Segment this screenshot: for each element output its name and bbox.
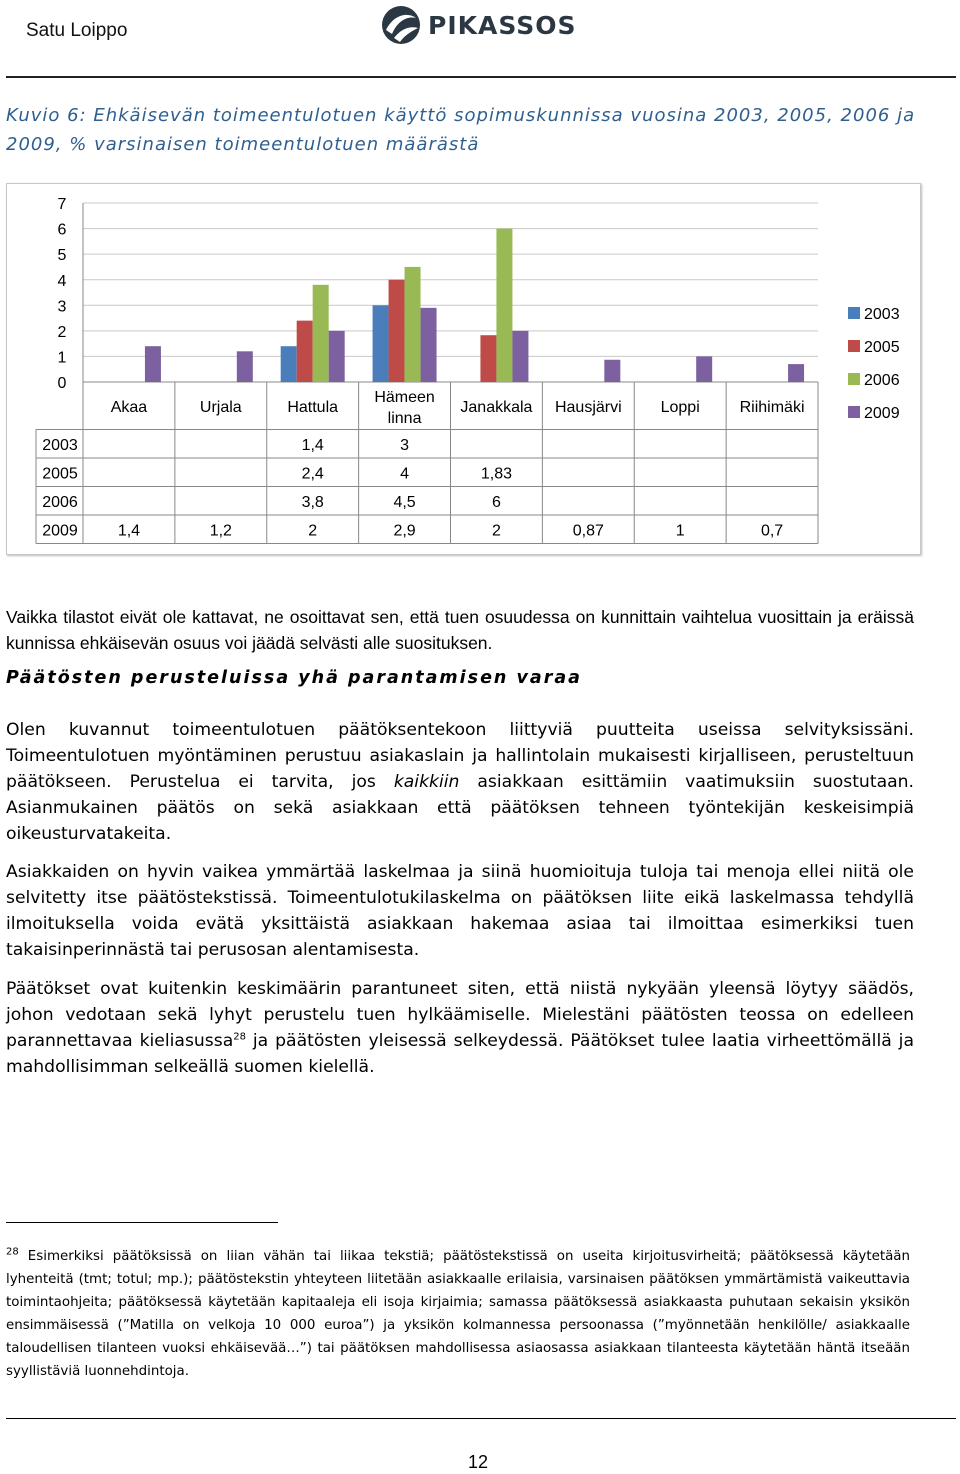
header-rule xyxy=(6,76,956,78)
bar xyxy=(604,360,620,382)
y-tick-label: 0 xyxy=(57,375,67,393)
paragraph-4 xyxy=(6,976,914,1080)
logo-mark-icon xyxy=(380,4,422,46)
bar xyxy=(512,331,528,382)
footnote xyxy=(6,1245,910,1383)
paragraph-3: Asiakkaiden on hyvin vaikea ymmärtää laskelmaa ja siinä huomioituja tuloja tai menoja ellei niitä ole selvitetty itse päätöstekstissä. Toimeentulotukilaskelma on päätöksen liite eikä laskelmassa tehdyllä ilmoituksella voida evätä yksittäistä asiakkaan hakemaa asiaa tai ilmoittaa esimerkiksi tuen takaisinperinnästä tai perusosan alentamisesta. xyxy=(6,862,914,960)
table-cell: 2 xyxy=(308,522,318,540)
legend-swatch xyxy=(848,406,860,418)
category-label: Urjala xyxy=(199,399,242,416)
paragraph-4-part-b: ja päätösten yleisessä selkeydessä. Päätökset tulee laatia virheettömällä ja mahdollisimman selkeällä suomen kielellä. xyxy=(6,1031,914,1077)
paragraph-4-part-a: Päätökset ovat kuitenkin keskimäärin parantuneet siten, että niistä nykyään yleensä löytyy säädös, johon vedotaan sekä lyhyt perustelu tuen hylkäämiselle. Mielestäni päätösten teossa on edelleen parannettavaa kieliasussa xyxy=(6,979,914,1051)
table-year-label: 2005 xyxy=(42,465,78,483)
table-year-label: 2003 xyxy=(42,436,78,454)
paragraph-1: Vaikka tilastot eivät ole kattavat, ne osoittavat sen, että tuen osuudessa on kunnittain vaihtelua vuosittain ja eräissä kunnissa ehkäisevän osuus voi jäädä selvästi alle suosituksen. xyxy=(6,607,914,653)
category-label: Hausjärvi xyxy=(554,399,622,416)
page-number: 12 xyxy=(468,1452,489,1472)
category-label: linna xyxy=(387,410,422,427)
category-label: Hämeen xyxy=(374,389,435,406)
bar xyxy=(696,356,712,382)
table-cell: 3,8 xyxy=(301,493,324,511)
category-label: Janakkala xyxy=(460,399,533,416)
bar xyxy=(313,285,329,382)
footnote-number: 28 xyxy=(6,1246,19,1258)
category-label: Akaa xyxy=(110,399,148,416)
bar xyxy=(389,280,405,382)
footnote-reference[interactable]: 28 xyxy=(233,1031,246,1043)
table-cell: 1,83 xyxy=(480,465,513,483)
legend-swatch xyxy=(848,340,860,352)
table-year-label: 2009 xyxy=(42,522,78,540)
bar xyxy=(145,346,161,382)
table-cell: 1,2 xyxy=(209,522,232,540)
paragraph-2-part-b: asiakkaan esittämiin vaatimuksiin suostutaan. Asianmukainen päätös on sekä asiakkaan että päätöksen tehneen työntekijän keskeisimpiä oikeusturvatakeita. xyxy=(6,772,914,844)
pikassos-logo xyxy=(380,2,577,48)
bar xyxy=(373,305,389,382)
legend-label: 2009 xyxy=(864,405,900,422)
table-cell: 6 xyxy=(491,493,501,511)
bar-chart xyxy=(6,183,921,555)
category-label: Hattula xyxy=(287,399,339,416)
bar xyxy=(480,335,496,382)
table-cell: 1 xyxy=(675,522,685,540)
bar xyxy=(496,229,512,382)
table-cell: 2,9 xyxy=(393,522,416,540)
paragraph-2-part-a: Olen kuvannut toimeentulotuen päätöksentekoon liittyviä puutteita useissa selvityksissäni. Toimeentulotuen myöntäminen perustuu asiakaslain ja hallintolain mukaisesti kirjalliseen, perusteltuun päätökseen. Perustelua ei tarvita, jos xyxy=(6,720,914,792)
table-cell: 0,87 xyxy=(572,522,604,540)
y-tick-label: 1 xyxy=(57,349,67,367)
y-tick-label: 7 xyxy=(57,196,67,213)
paragraph-2-emphasis: kaikkiin xyxy=(393,772,460,792)
table-cell: 2,4 xyxy=(301,465,324,483)
category-label: Riihimäki xyxy=(739,399,805,416)
bar xyxy=(281,346,297,382)
bar xyxy=(297,321,313,382)
table-year-label: 2006 xyxy=(42,493,78,511)
bar xyxy=(421,308,437,382)
y-tick-label: 4 xyxy=(57,272,67,290)
legend-swatch xyxy=(848,307,860,319)
legend-label: 2006 xyxy=(864,372,900,389)
table-cell: 0,7 xyxy=(760,522,784,540)
table-cell: 3 xyxy=(400,436,410,454)
table-cell: 4,5 xyxy=(393,493,416,511)
bar xyxy=(788,364,804,382)
legend-label: 2003 xyxy=(864,306,900,323)
y-tick-label: 3 xyxy=(57,298,67,316)
y-tick-label: 2 xyxy=(57,324,67,341)
logo-text: PIKASSOS xyxy=(428,10,577,40)
table-cell: 2 xyxy=(491,522,501,540)
legend-label: 2005 xyxy=(864,339,900,356)
bar xyxy=(237,351,253,382)
table-cell: 1,4 xyxy=(117,522,141,540)
figure-caption: Kuvio 6: Ehkäisevän toimeentulotuen käyttö sopimuskunnissa vuosina 2003, 2005, 2006 ja 2009, % varsinaisen toimeentulotuen määrästä xyxy=(6,105,916,155)
legend-swatch xyxy=(848,373,860,385)
paragraph-2 xyxy=(6,717,914,847)
footer-rule xyxy=(6,1418,956,1419)
section-title: Päätösten perusteluissa yhä parantamisen varaa xyxy=(6,668,582,688)
bar xyxy=(329,331,345,382)
footnote-text: Esimerkiksi päätöksissä on liian vähän tai liikaa tekstiä; päätöstekstissä on useita kirjoitusvirheitä; päätöksessä käytetään lyhenteitä (tmt; totul; mp.); päätöstekstin yhteyteen liitetään asiakkaalle erilaisia, varsinaisen päätöksen ymmärtämistä vaikeuttavia toimintaohjeita; päätöksessä käytetään kapitaaleja eli isoja kirjaimia; samassa päätöksessä asiakkaasta puhutaan sekaisin yksikön ensimmäisessä (”Matilla on velkoja 10 000 euroa”) ja yksikön kolmannessa persoonassa (”myönnetään henkilölle/ asiakkaalle taloudellisen tilanteen vuoksi ehkäisevää…”) tai päätöksen mahdollisessa asiaosassa asiakkaan tilanteesta käytetään häntä itseään syyllistäviä luonnehdintoja. xyxy=(6,1249,910,1379)
footnote-rule xyxy=(6,1222,278,1223)
table-cell: 4 xyxy=(400,465,410,483)
bar xyxy=(405,267,421,382)
table-cell: 1,4 xyxy=(301,436,324,454)
category-label: Loppi xyxy=(660,399,700,416)
y-tick-label: 5 xyxy=(57,247,67,265)
author-name: Satu Loippo xyxy=(26,20,128,41)
y-tick-label: 6 xyxy=(57,221,67,239)
